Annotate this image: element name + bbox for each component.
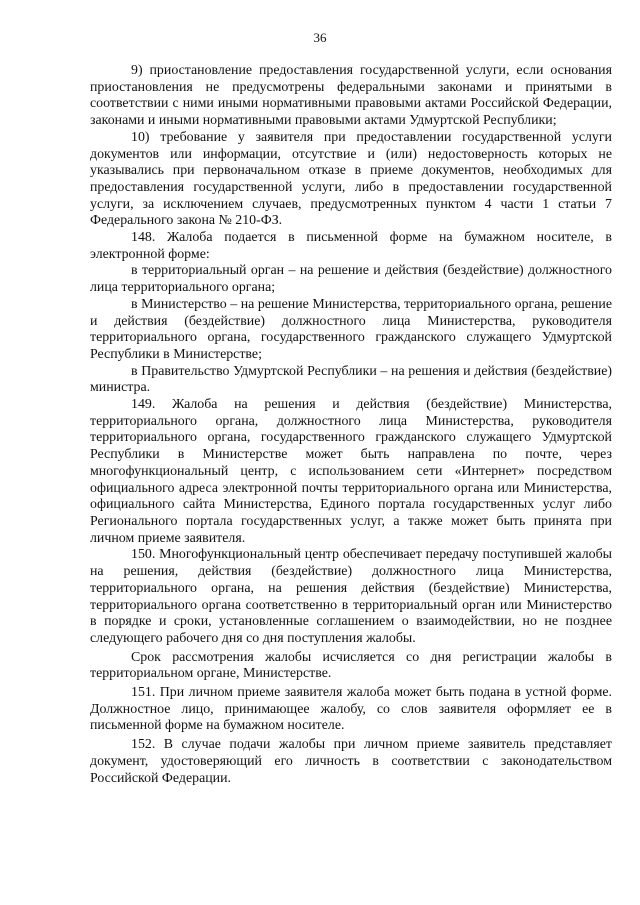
paragraph-review-period: Срок рассмотрения жалобы исчисляется со дня регистрации жалобы в территориальном органе, Министерстве.	[90, 649, 612, 682]
paragraph-ministry: в Министерство – на решение Министерства, территориального органа, решение и действия (бездействие) должностного лица Министерства, руководителя территориального органа, государственного гражданского служащего Удмуртской Республики в Министерстве;	[90, 296, 612, 362]
paragraph-government: в Правительство Удмуртской Республики – на решения и действия (бездействие) министра.	[90, 363, 612, 396]
paragraph-149: 149. Жалоба на решения и действия (бездействие) Министерства, территориального органа, должностного лица Министерства, руководителя территориального органа, государственного гражданского служащего Удмуртской Республики в Министерстве может быть направлена по почте, через многофункциональный центр, с использованием сети «Интернет» посредством официального адреса электронной почты территориального органа или Министерства, официального сайта Министерства, Единого портала государственных услуг либо Регионального портала государственных услуг, а также может быть принята при личном приеме заявителя.	[90, 397, 612, 546]
paragraph-item-10: 10) требование у заявителя при предоставлении государственной услуги документов или информации, отсутствие и (или) недостоверность которых не указывались при первоначальном отказе в приеме документов, необходимых для предоставления государственной услуги, либо в предоставлении государственной услуги, за исключением случаев, предусмотренных пунктом 4 части 1 статьи 7 Федерального закона № 210-ФЗ.	[90, 129, 612, 229]
paragraph-152: 152. В случае подачи жалобы при личном приеме заявитель представляет документ, удостоверяющий его личность в соответствии с законодательством Российской Федерации.	[90, 737, 612, 786]
document-body	[90, 63, 612, 787]
paragraph-150: 150. Многофункциональный центр обеспечивает передачу поступившей жалобы на решения, действия (бездействие) должностного лица Министерства, территориального органа, на решения действия (бездействие) Министерства, территориального органа соответственно в территориальный орган или Министерство в порядке и сроки, установленные соглашением о взаимодействии, но не позднее следующего рабочего дня со дня поступления жалобы.	[90, 547, 612, 646]
page-number: 36	[313, 30, 327, 45]
paragraph-item-9: 9) приостановление предоставления государственной услуги, если основания приостановления не предусмотрены федеральными законами и принятыми в соответствии с ними иными нормативными правовыми актами Российской Федерации, законами и иными нормативными правовыми актами Удмуртской Республики;	[90, 63, 612, 129]
paragraph-territorial-body: в территориальный орган – на решение и действия (бездействие) должностного лица территориального органа;	[90, 263, 612, 296]
paragraph-148: 148. Жалоба подается в письменной форме на бумажном носителе, в электронной форме:	[90, 230, 612, 262]
paragraph-151: 151. При личном приеме заявителя жалоба может быть подана в устной форме. Должностное лицо, принимающее жалобу, со слов заявителя оформляет ее в письменной форме на бумажном носителе.	[90, 685, 612, 734]
